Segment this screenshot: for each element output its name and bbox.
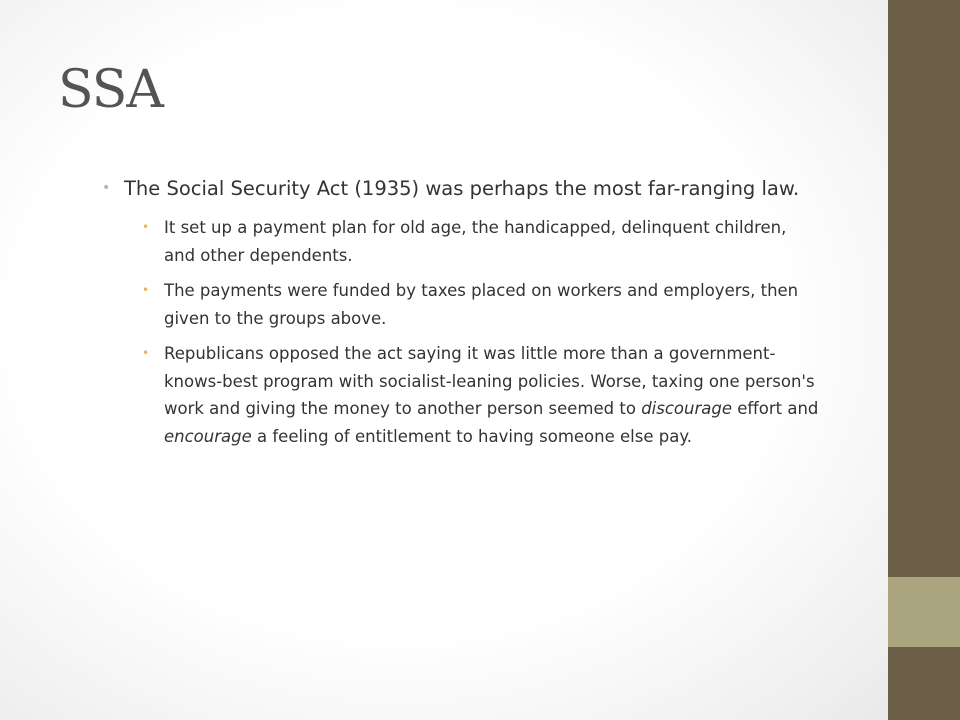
sub-bullet-3-part1: Republicans opposed the act saying it was little more than a government-knows-best program with socialist-leaning policies. Worse, taxing one person's work and giving the money to another person seemed to (164, 344, 815, 418)
slide-content (102, 175, 822, 458)
sub-bullet-3 (142, 340, 822, 450)
decorative-sidebar (888, 0, 960, 720)
sub-bullet-3-text (164, 344, 818, 446)
sub-bullet-2-text: The payments were funded by taxes placed on workers and employers, then given to the groups above. (164, 281, 799, 328)
sidebar-accent-band (888, 577, 960, 647)
bullet-dot-icon: • (102, 180, 111, 196)
bullet-dot-icon: • (142, 346, 150, 360)
sub-bullet-1-text: It set up a payment plan for old age, the handicapped, delinquent children, and other dependents. (164, 218, 787, 265)
sub-bullet-3-part2: effort and (732, 399, 819, 418)
sub-bullet-2 (142, 277, 822, 332)
sub-bullet-1 (142, 214, 822, 269)
bullet-dot-icon: • (142, 220, 150, 234)
bullet-dot-icon: • (142, 283, 150, 297)
bullet-main (102, 175, 822, 202)
slide-title: SSA (58, 60, 163, 120)
sub-bullet-list (142, 214, 822, 450)
sub-bullet-3-italic-encourage: encourage (164, 426, 252, 446)
sub-bullet-3-part3: a feeling of entitlement to having someone else pay. (251, 426, 692, 446)
sub-bullet-3-italic-discourage: discourage (641, 399, 732, 418)
bullet-main-text: The Social Security Act (1935) was perhaps the most far-ranging law. (124, 177, 800, 200)
